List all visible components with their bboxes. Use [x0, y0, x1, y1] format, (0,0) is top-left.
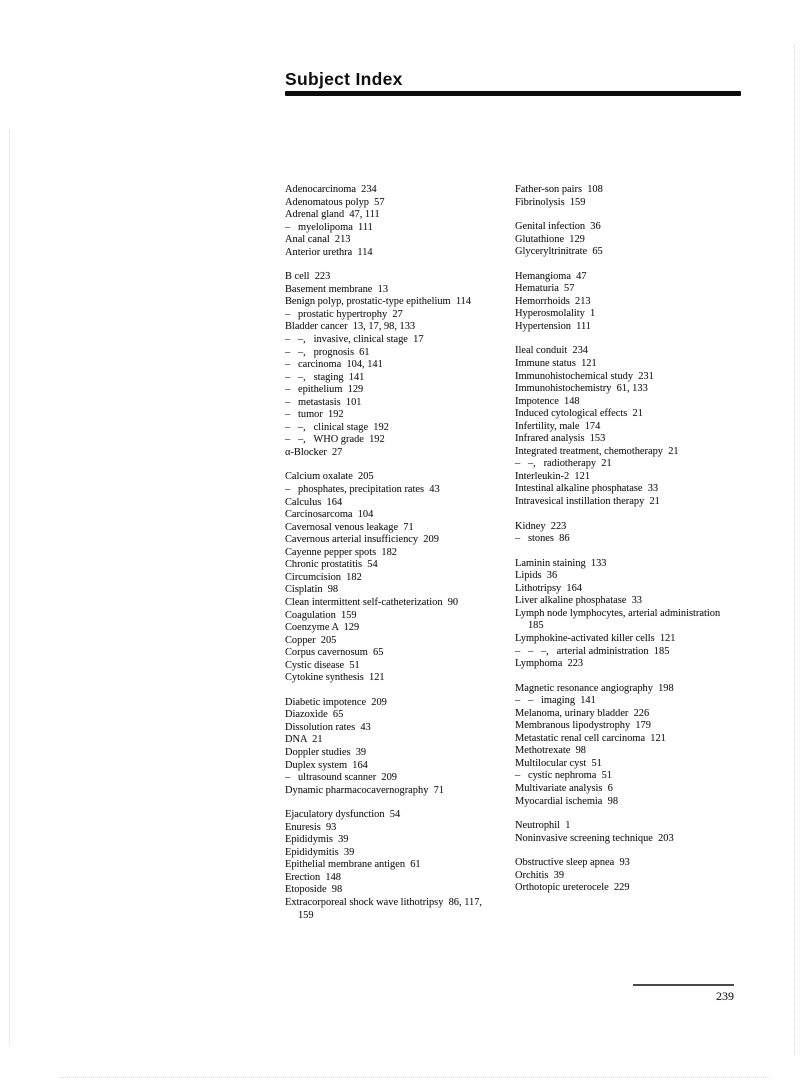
index-entry: Circumcision 182 [285, 571, 362, 583]
index-entry: Cisplatin 98 [285, 584, 339, 596]
index-entry: Doppler studies 39 [285, 746, 367, 758]
index-group [515, 184, 777, 209]
index-entry: Lithotripsy 164 [515, 582, 582, 594]
index-entry: – stones 86 [515, 533, 570, 545]
index-entry: Clean intermittent self-catheterization 90 [285, 596, 459, 608]
page-number: 239 [716, 989, 734, 1003]
index-entry: Cystic disease 51 [285, 659, 360, 671]
index-entry: – ultrasound scanner 209 [285, 772, 397, 784]
index-entry: – prostatic hypertrophy 27 [285, 308, 403, 320]
index-entry: Father-son pairs 108 [515, 184, 603, 195]
index-entry: – –, invasive, clinical stage 17 [285, 334, 424, 346]
scan-artifact-left-edge [9, 130, 10, 1045]
index-entry: Immune status 121 [515, 358, 597, 370]
index-group [285, 271, 513, 459]
index-entry: Noninvasive screening technique 203 [515, 832, 674, 844]
index-group [515, 345, 777, 508]
index-entry: Membranous lipodystrophy 179 [515, 720, 651, 732]
index-entry: – cystic nephroma 51 [515, 770, 612, 782]
index-entry: DNA 21 [285, 734, 323, 746]
index-entry: Dissolution rates 43 [285, 721, 371, 733]
index-entry: Calcium oxalate 205 [285, 471, 374, 483]
index-entry: Obstructive sleep apnea 93 [515, 857, 630, 869]
index-entry: Induced cytological effects 21 [515, 408, 643, 420]
index-entry: Diabetic impotence 209 [285, 696, 387, 708]
index-entry: Infrared analysis 153 [515, 433, 606, 445]
index-entry: – –, clinical stage 192 [285, 421, 389, 433]
index-entry: Corpus cavernosum 65 [285, 647, 384, 659]
index-group [515, 221, 777, 259]
index-entry: Hemorrhoids 213 [515, 295, 591, 307]
index-group [515, 683, 777, 808]
index-entry: Ileal conduit 234 [515, 345, 589, 357]
index-entry: Lipids 36 [515, 570, 558, 582]
index-entry: – –, radiotherapy 21 [515, 458, 612, 470]
index-entry: Glyceryltrinitrate 65 [515, 246, 603, 258]
index-entry: Melanoma, urinary bladder 226 [515, 707, 650, 719]
index-entry: Liver alkaline phosphatase 33 [515, 595, 642, 607]
index-entry: Intestinal alkaline phosphatase 33 [515, 483, 659, 495]
index-entry: Bladder cancer 13, 17, 98, 133 [285, 321, 416, 333]
index-entry: Immunohistochemistry 61, 133 [515, 383, 648, 395]
index-column-left [285, 184, 513, 934]
index-entry: Kidney 223 [515, 520, 567, 532]
index-entry: Hematuria 57 [515, 283, 575, 295]
index-entry: Chronic prostatitis 54 [285, 559, 378, 571]
index-entry: Neutrophil 1 [515, 820, 571, 832]
index-entry: Fibrinolysis 159 [515, 196, 586, 208]
index-entry: Duplex system 164 [285, 759, 368, 771]
index-entry: Interleukin-2 121 [515, 470, 591, 482]
index-entry: Etoposide 98 [285, 884, 343, 896]
index-entry: Orthotopic ureterocele 229 [515, 882, 630, 894]
index-entry: Cayenne pepper spots 182 [285, 546, 397, 558]
scan-artifact-bottom-edge [60, 1077, 770, 1078]
index-entry: Infertility, male 174 [515, 420, 601, 432]
index-group [515, 820, 777, 845]
index-entry: Orchitis 39 [515, 869, 565, 881]
index-group [515, 558, 777, 671]
index-group [285, 471, 513, 684]
index-entry: – – –, arterial administration 185 [515, 645, 670, 657]
index-entry: – –, staging 141 [285, 371, 365, 383]
index-column-right [515, 184, 777, 907]
index-entry: Lymph node lymphocytes, arterial administration [515, 607, 721, 619]
footer-rule [633, 984, 734, 986]
index-entry: – –, WHO grade 192 [285, 434, 385, 446]
index-entry: Multilocular cyst 51 [515, 757, 602, 769]
index-entry: Basement membrane 13 [285, 283, 389, 295]
index-entry: 159 [285, 909, 314, 921]
index-entry: Multivariate analysis 6 [515, 782, 613, 794]
index-entry: Immunohistochemical study 231 [515, 370, 654, 382]
index-entry: Genital infection 36 [515, 221, 601, 233]
index-entry: Coenzyme A 129 [285, 622, 360, 634]
index-entry: Hyperosmolality 1 [515, 308, 596, 320]
index-entry: Epididymis 39 [285, 834, 349, 846]
index-entry: Anterior urethra 114 [285, 246, 373, 258]
index-entry: Glutathione 129 [515, 233, 585, 245]
index-entry: – –, prognosis 61 [285, 346, 370, 358]
index-entry: Dynamic pharmacocavernography 71 [285, 784, 444, 796]
index-entry: Copper 205 [285, 634, 337, 646]
index-entry: – epithelium 129 [285, 384, 364, 396]
index-entry: Integrated treatment, chemotherapy 21 [515, 445, 679, 457]
index-entry: α-Blocker 27 [285, 446, 343, 458]
index-entry: – carcinoma 104, 141 [285, 359, 383, 371]
index-entry: Carcinosarcoma 104 [285, 509, 374, 521]
scan-artifact-right-edge [794, 45, 795, 1055]
index-entry: B cell 223 [285, 271, 331, 283]
index-entry: Ejaculatory dysfunction 54 [285, 809, 401, 821]
index-entry: Myocardial ischemia 98 [515, 795, 619, 807]
index-group [285, 184, 513, 259]
index-entry: Lymphokine-activated killer cells 121 [515, 632, 676, 644]
header-rule [285, 91, 741, 96]
index-entry: Enuresis 93 [285, 821, 337, 833]
index-entry: Lymphoma 223 [515, 658, 584, 670]
index-entry: Metastatic renal cell carcinoma 121 [515, 732, 666, 744]
index-group [285, 809, 513, 922]
index-entry: Intravesical instillation therapy 21 [515, 496, 660, 508]
index-entry: Coagulation 159 [285, 609, 357, 621]
index-entry: Cavernous arterial insufficiency 209 [285, 534, 439, 546]
index-entry: – myelolipoma 111 [285, 221, 373, 233]
index-entry: Impotence 148 [515, 395, 580, 407]
index-entry: – phosphates, precipitation rates 43 [285, 484, 440, 496]
index-entry: Laminin staining 133 [515, 557, 607, 569]
index-entry: Epididymitis 39 [285, 846, 355, 858]
index-entry: Epithelial membrane antigen 61 [285, 859, 421, 871]
index-entry: – – imaging 141 [515, 695, 596, 707]
index-entry: Calculus 164 [285, 496, 343, 508]
index-entry: Extracorporeal shock wave lithotripsy 86, 117, [285, 896, 482, 908]
index-entry: Anal canal 213 [285, 234, 351, 246]
index-entry: Cytokine synthesis 121 [285, 672, 385, 684]
index-group [515, 271, 777, 334]
index-entry: Methotrexate 98 [515, 745, 586, 757]
index-entry: Hypertension 111 [515, 320, 591, 332]
index-entry: 185 [515, 620, 544, 632]
index-group [285, 697, 513, 797]
index-entry: – tumor 192 [285, 409, 344, 421]
index-entry: – metastasis 101 [285, 396, 362, 408]
index-entry: Erection 148 [285, 871, 341, 883]
index-entry: Adrenal gland 47, 111 [285, 209, 380, 221]
index-group [515, 857, 777, 895]
index-entry: Benign polyp, prostatic-type epithelium 114 [285, 296, 472, 308]
index-group [515, 521, 777, 546]
index-entry: Hemangioma 47 [515, 270, 587, 282]
index-entry: Cavernosal venous leakage 71 [285, 521, 414, 533]
index-entry: Adenocarcinoma 234 [285, 184, 377, 195]
index-entry: Magnetic resonance angiography 198 [515, 682, 674, 694]
index-entry: Diazoxide 65 [285, 709, 344, 721]
index-entry: Adenomatous polyp 57 [285, 196, 385, 208]
page-title: Subject Index [285, 68, 403, 89]
